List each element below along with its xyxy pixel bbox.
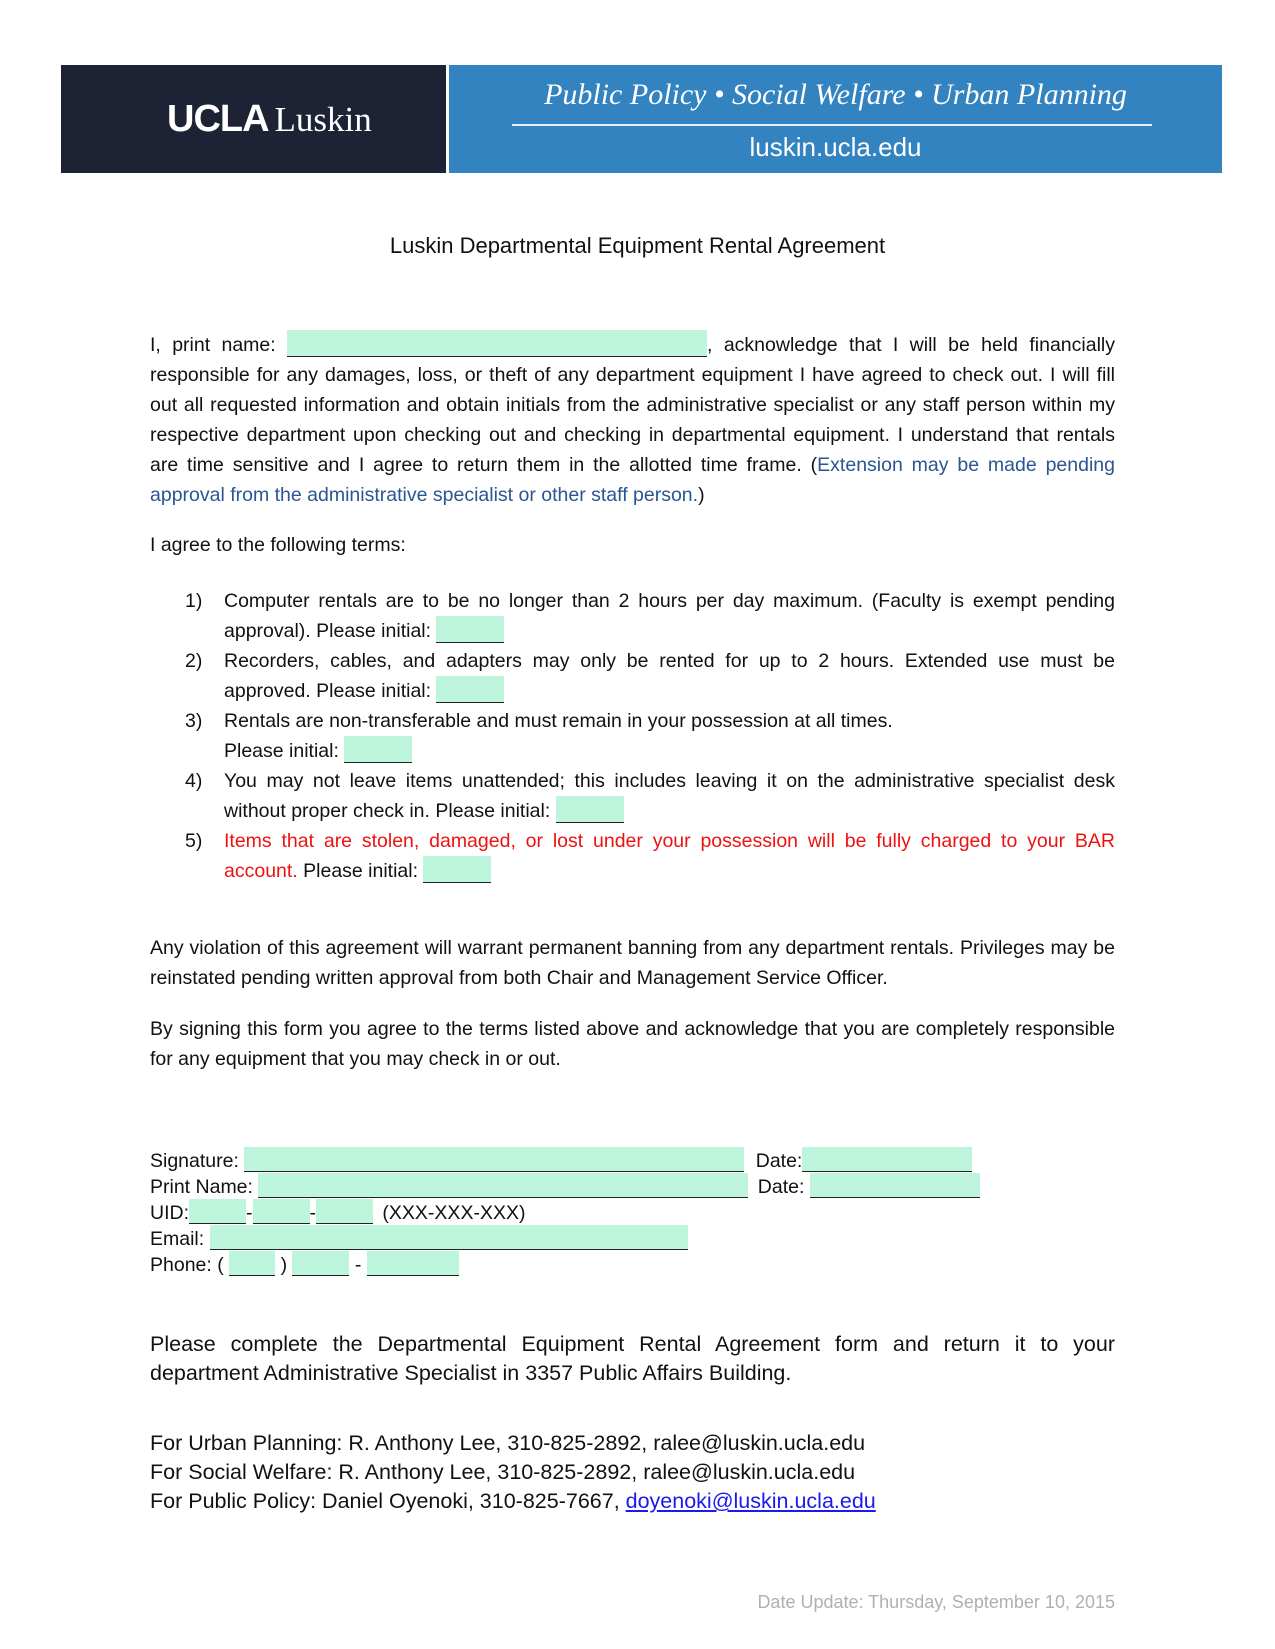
intro-prefix: I, print name: — [150, 334, 288, 356]
signature-row — [150, 1147, 980, 1173]
signature-block — [150, 1147, 980, 1277]
uid-label: UID: — [150, 1202, 189, 1224]
uid-row — [150, 1199, 980, 1225]
uid-input-2[interactable] — [253, 1199, 310, 1224]
uid-input-1[interactable] — [189, 1199, 246, 1224]
initial-label: Please initial: — [435, 800, 556, 822]
date-input-1[interactable] — [802, 1147, 972, 1172]
signing-paragraph: By signing this form you agree to the terms listed above and acknowledge that you are completely responsible for any equipment that you may check in or out. — [150, 1018, 1115, 1070]
terms-heading: I agree to the following terms: — [150, 534, 406, 556]
uid-separator: - — [246, 1202, 253, 1224]
initial-input-2[interactable] — [436, 676, 504, 703]
contact-public-policy — [150, 1487, 876, 1516]
intro-body: , acknowledge that I will be held financially responsible for any damages, loss, or theft of any department equipment I have agreed to check out. I will fill out all requested information and obtain initials from the administrative specialist or any staff person within my respective department upon checking out and checking in departmental equipment. I understand that rentals are time sensitive and I agree to return them in the allotted time frame. ( — [150, 334, 1115, 476]
initial-input-4[interactable] — [556, 796, 624, 823]
terms-list — [150, 586, 1115, 886]
contact-email-link[interactable]: doyenoki@luskin.ucla.edu — [625, 1489, 876, 1513]
violation-paragraph: Any violation of this agreement will warrant permanent banning from any department rentals. Privileges may be reinstated pending written approval from both Chair and Management Service Officer. — [150, 937, 1115, 989]
intro-close: ) — [698, 484, 705, 506]
contact-email: ralee@luskin.ucla.edu — [653, 1431, 866, 1455]
term-text: Recorders, cables, and adapters may only be rented for up to 2 hours. Extended use must be approved. — [224, 650, 1115, 702]
term-item-1 — [150, 586, 1115, 646]
contact-label: For Urban Planning: R. Anthony Lee, 310-825-2892, — [150, 1431, 654, 1455]
signature-input[interactable] — [244, 1147, 744, 1172]
term-number: 3) — [185, 710, 203, 732]
logo-ucla: UCLA — [167, 98, 269, 140]
uid-separator: - — [309, 1202, 316, 1224]
term-number: 5) — [185, 830, 203, 852]
print-name-row — [150, 1173, 980, 1199]
term-item-2 — [150, 646, 1115, 706]
phone-dash: - — [354, 1254, 362, 1276]
intro-paragraph — [150, 330, 1115, 510]
uid-input-3[interactable] — [316, 1199, 373, 1224]
term-number: 1) — [185, 590, 203, 612]
term-text: Rentals are non-transferable and must remain in your possession at all times. — [224, 710, 893, 732]
term-number: 2) — [185, 650, 203, 672]
date-input-2[interactable] — [810, 1173, 980, 1198]
uid-format-hint: (XXX-XXX-XXX) — [382, 1202, 526, 1224]
term-item-5 — [150, 826, 1115, 886]
initial-input-5[interactable] — [423, 856, 491, 883]
contact-list — [150, 1429, 876, 1516]
email-input[interactable] — [210, 1225, 688, 1250]
term-warning-text: Items that are stolen, damaged, or lost under your possession will be fully charged to your BAR account. — [224, 830, 1115, 882]
date-label-2: Date: — [757, 1176, 810, 1198]
ucla-luskin-logo — [167, 98, 372, 141]
phone-label: Phone: ( — [150, 1254, 224, 1276]
term-text: You may not leave items unattended; this includes leaving it on the administrative specialist desk without proper check in. — [224, 770, 1115, 822]
banner-website: luskin.ucla.edu — [749, 132, 922, 162]
contact-urban-planning — [150, 1429, 876, 1458]
banner-rule — [512, 124, 1152, 126]
print-name-input-bottom[interactable] — [258, 1173, 748, 1198]
print-name-input[interactable] — [287, 330, 707, 357]
logo-luskin: Luskin — [274, 100, 372, 139]
initial-label: Please initial: — [316, 620, 437, 642]
banner-tagline: Public Policy • Social Welfare • Urban Planning — [544, 78, 1127, 111]
phone-line-input[interactable] — [367, 1251, 459, 1276]
return-instructions: Please complete the Departmental Equipment Rental Agreement form and return it to your department Administrative Specialist in 3357 Public Affairs Building. — [150, 1332, 1115, 1385]
signature-label: Signature: — [150, 1150, 245, 1172]
phone-prefix-input[interactable] — [292, 1251, 349, 1276]
date-update-footer: Date Update: Thursday, September 10, 2015 — [757, 1592, 1115, 1612]
contact-label: For Public Policy: Daniel Oyenoki, 310-825-7667, — [150, 1489, 626, 1513]
initial-input-3[interactable] — [344, 736, 412, 763]
term-item-4 — [150, 766, 1115, 826]
email-label: Email: — [150, 1228, 210, 1250]
email-row — [150, 1225, 980, 1251]
date-label-1: Date: — [755, 1150, 803, 1172]
term-item-3 — [150, 706, 1115, 766]
phone-row — [150, 1251, 980, 1277]
contact-social-welfare — [150, 1458, 876, 1487]
initial-label: Please initial: — [316, 680, 437, 702]
initial-input-1[interactable] — [436, 616, 504, 643]
initial-label: Please initial: — [224, 740, 345, 762]
phone-paren-close: ) — [280, 1254, 288, 1276]
page-title: Luskin Departmental Equipment Rental Agreement — [389, 233, 886, 258]
term-text: Computer rentals are to be no longer than 2 hours per day maximum. (Faculty is exempt pending approval). — [224, 590, 1115, 642]
contact-label: For Social Welfare: R. Anthony Lee, 310-825-2892, — [150, 1460, 644, 1484]
term-number: 4) — [185, 770, 203, 792]
print-name-label: Print Name: — [150, 1176, 259, 1198]
initial-label: Please initial: — [297, 860, 424, 882]
extension-note: Extension may be made pending approval from the administrative specialist or other staff person. — [150, 454, 1115, 506]
phone-area-input[interactable] — [229, 1251, 275, 1276]
contact-email: ralee@luskin.ucla.edu — [643, 1460, 856, 1484]
